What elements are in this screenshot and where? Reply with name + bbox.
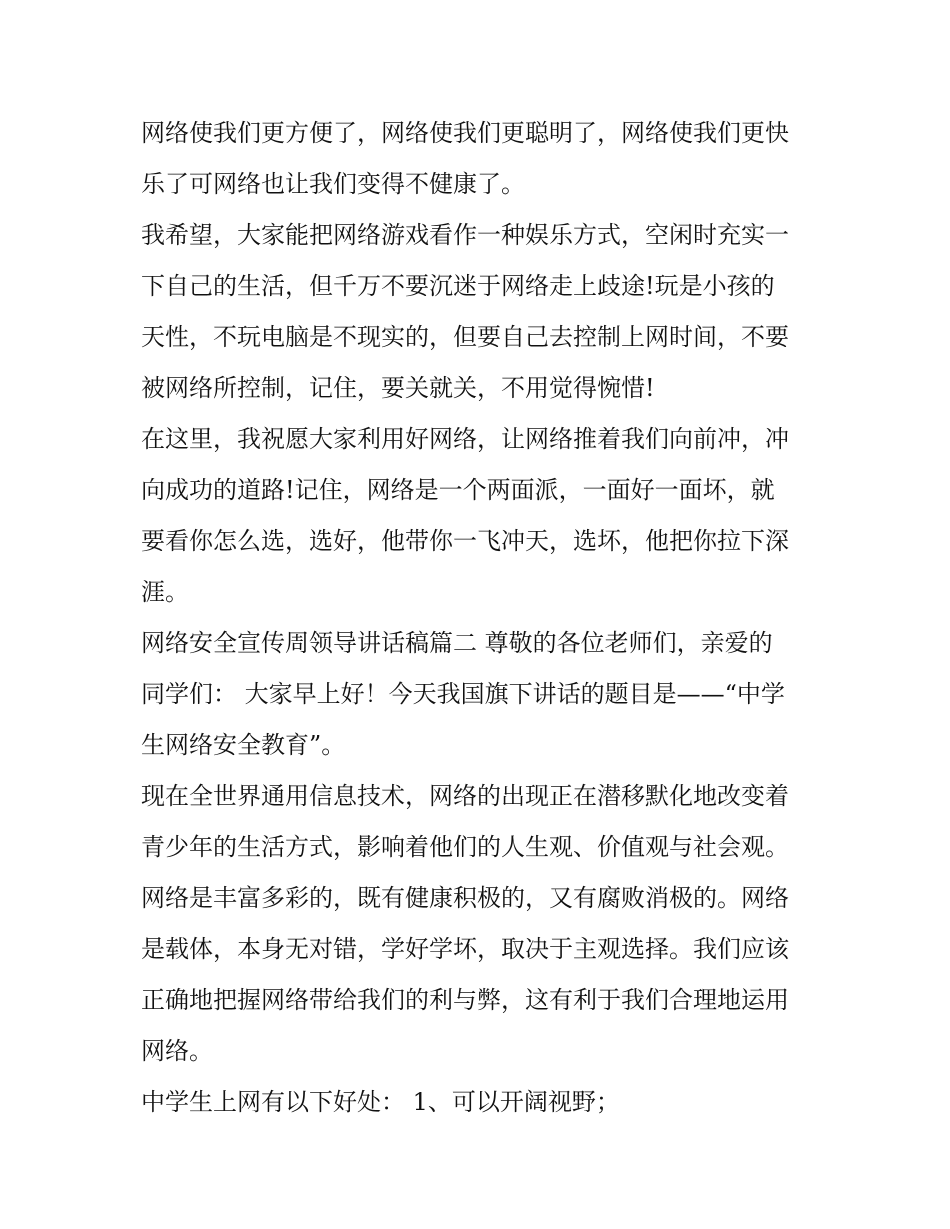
body-text [141,108,813,1128]
text-line: 下自己的生活，但千万不要沉迷于网络走上歧途!玩是小孩的 [141,272,775,300]
text-line: 生网络安全教育”。 [141,731,346,759]
text-line: 网络安全宣传周领导讲话稿篇二 尊敬的各位老师们，亲爱的 [141,629,773,657]
text-line: 是载体，本身无对错，学好学坏，取决于主观选择。我们应该 [141,935,789,963]
text-line: 青少年的生活方式，影响着他们的人生观、价值观与社会观。 [141,833,789,861]
text-line: 正确地把握网络带给我们的利与弊，这有利于我们合理地运用 [141,986,789,1014]
text-line: 我希望，大家能把网络游戏看作一种娱乐方式，空闲时充实一 [141,221,789,249]
text-line: 网络使我们更方便了，网络使我们更聪明了，网络使我们更快 [141,119,789,147]
text-line: 涯。 [141,578,189,606]
text-line: 现在全世界通用信息技术，网络的出现正在潜移默化地改变着 [141,782,789,810]
text-line: 同学们： 大家早上好！今天我国旗下讲话的题目是——“中学 [141,680,785,708]
text-line: 向成功的道路!记住，网络是一个两面派，一面好一面坏，就 [141,476,775,504]
text-line: 乐了可网络也让我们变得不健康了。 [141,170,525,198]
text-line: 天性，不玩电脑是不现实的，但要自己去控制上网时间，不要 [141,323,789,351]
text-line: 在这里，我祝愿大家利用好网络，让网络推着我们向前冲，冲 [141,425,789,453]
text-line: 要看你怎么选，选好，他带你一飞冲天，选坏，他把你拉下深 [141,527,789,555]
text-line: 中学生上网有以下好处： 1、可以开阔视野； [141,1088,620,1116]
text-line: 网络。 [141,1037,213,1065]
text-line: 被网络所控制，记住，要关就关，不用觉得惋惜! [141,374,655,402]
text-line: 网络是丰富多彩的，既有健康积极的，又有腐败消极的。网络 [141,884,789,912]
